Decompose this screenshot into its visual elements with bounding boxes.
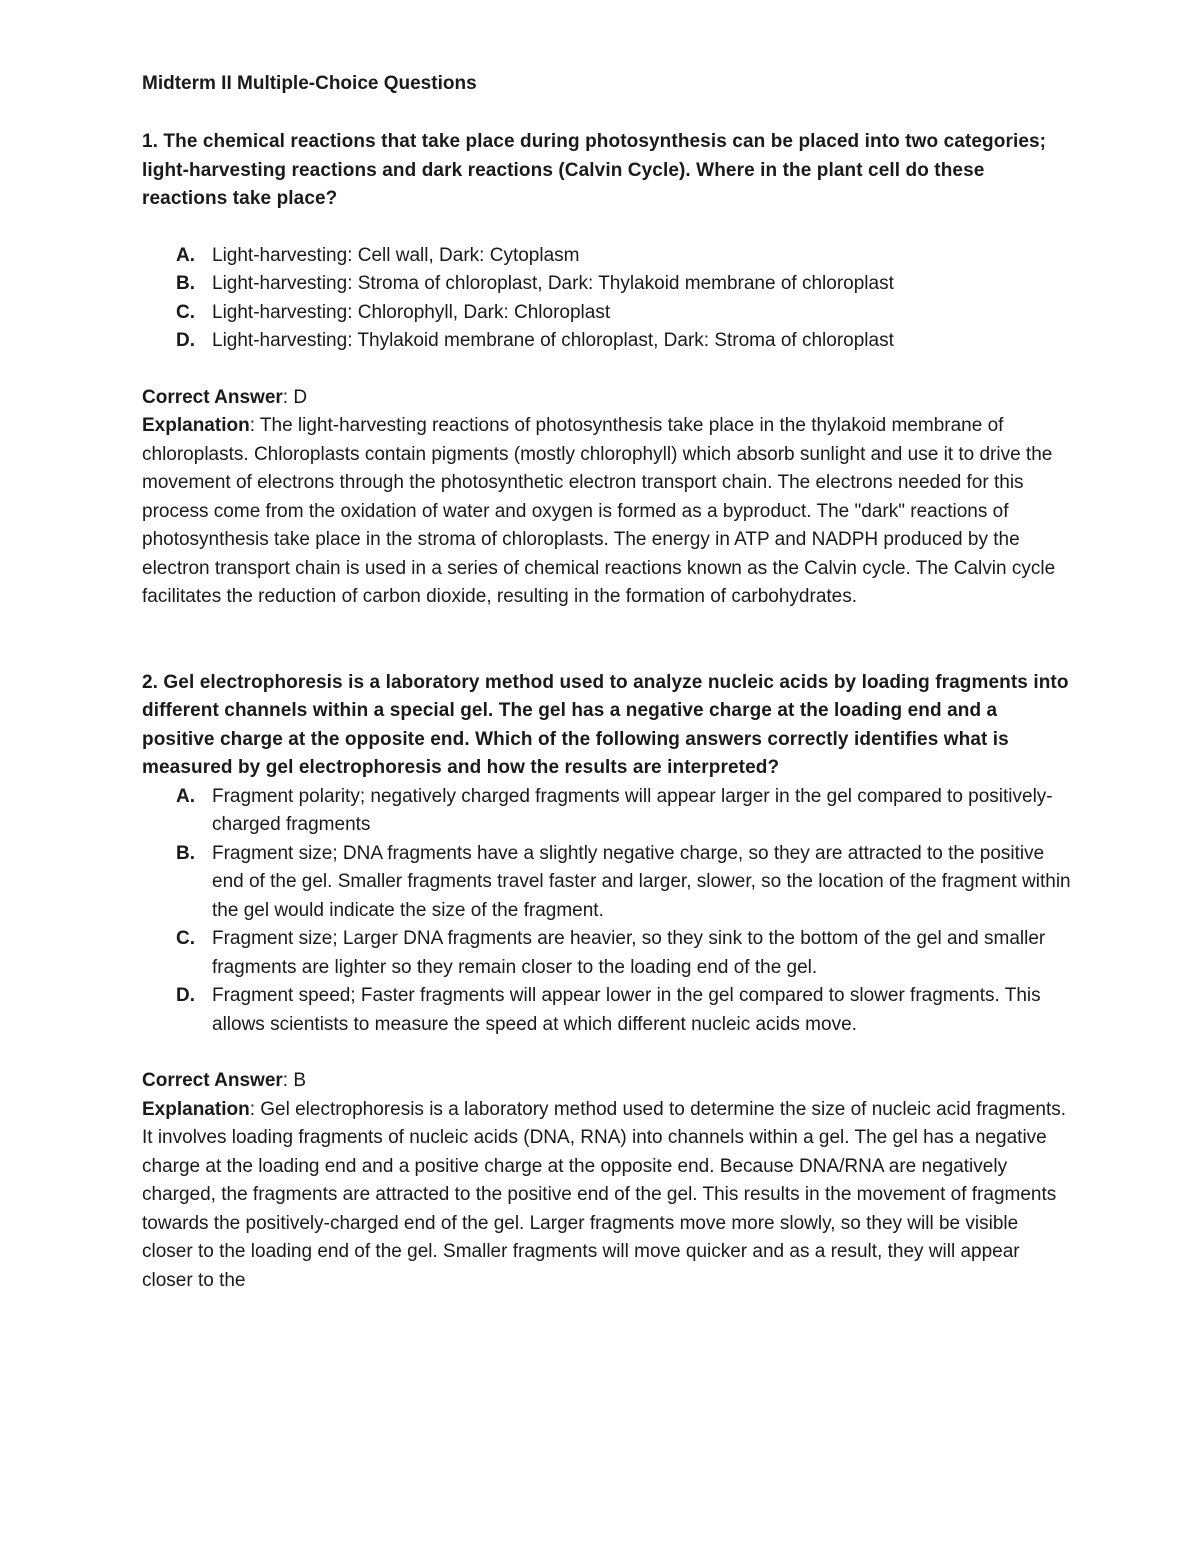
document-title: Midterm II Multiple-Choice Questions	[142, 73, 477, 94]
option-b	[142, 840, 1072, 926]
correct-answer-value: : B	[282, 1070, 307, 1091]
correct-answer-label: Correct Answer	[142, 1070, 283, 1091]
correct-answer-value: : D	[282, 386, 308, 408]
explanation-label: Explanation	[142, 1098, 250, 1120]
option-c	[142, 299, 1072, 328]
correct-answer-label: Correct Answer	[142, 386, 283, 408]
explanation-label: Explanation	[142, 415, 250, 436]
option-b	[142, 270, 1072, 299]
option-text: Fragment size; Larger DNA fragments are heavier, so they sink to the bottom of the gel and smaller fragments are lighter so they remain closer to the loading end of the gel.	[212, 928, 1046, 978]
option-letter: B.	[176, 842, 195, 864]
option-d	[142, 982, 1072, 1039]
correct-answer	[142, 1067, 1072, 1096]
option-d	[142, 327, 1072, 356]
option-text: Light-harvesting: Cell wall, Dark: Cytoplasm	[212, 244, 580, 266]
option-text: Light-harvesting: Stroma of chloroplast, Dark: Thylakoid membrane of chloroplast	[212, 273, 894, 294]
option-c	[142, 925, 1072, 982]
option-text: Light-harvesting: Thylakoid membrane of chloroplast, Dark: Stroma of chloroplast	[212, 330, 894, 351]
option-letter: D.	[176, 330, 195, 351]
explanation	[142, 412, 1072, 612]
question-block-2	[142, 669, 1072, 1296]
question-prompt: 1. The chemical reactions that take place during photosynthesis can be placed into two categories; light-harvesting reactions and dark reactions (Calvin Cycle). Where in the plant cell do these reactions take place?	[142, 131, 1047, 209]
correct-answer	[142, 384, 1072, 413]
answer-options	[142, 783, 1072, 1040]
option-a	[142, 242, 1072, 271]
option-a	[142, 783, 1072, 840]
option-text: Fragment speed; Faster fragments will appear lower in the gel compared to slower fragments. This allows scientists to measure the speed at which different nucleic acids move.	[212, 985, 1041, 1035]
option-text: Fragment size; DNA fragments have a slightly negative charge, so they are attracted to the positive end of the gel. Smaller fragments travel faster and larger, slower, so the location of the fragment within the gel would indicate the size of the fragment.	[212, 842, 1071, 921]
option-letter: C.	[176, 301, 195, 323]
explanation	[142, 1096, 1072, 1296]
question-block-1	[142, 128, 1072, 612]
explanation-text: : The light-harvesting reactions of photosynthesis take place in the thylakoid membrane of chloroplasts. Chloroplasts contain pigments (mostly chlorophyll) which absorb sunlight and use it to drive the movement of electrons through the photosynthetic electron transport chain. The electrons needed for this process come from the oxidation of water and oxygen is formed as a byproduct. The "dark" reactions of photosynthesis take place in the stroma of chloroplasts. The energy in ATP and NADPH produced by the electron transport chain is used in a series of chemical reactions known as the Calvin cycle. The Calvin cycle facilitates the reduction of carbon dioxide, resulting in the formation of carbohydrates.	[142, 415, 1056, 607]
option-letter: B.	[176, 273, 195, 294]
answer-options	[142, 242, 1072, 356]
option-text: Light-harvesting: Chlorophyll, Dark: Chloroplast	[212, 301, 611, 323]
question-prompt: 2. Gel electrophoresis is a laboratory method used to analyze nucleic acids by loading fragments into different channels within a special gel. The gel has a negative charge at the loading end and a positive charge at the opposite end. Which of the following answers correctly identifies what is measured by gel electrophoresis and how the results are interpreted?	[142, 671, 1069, 778]
option-letter: C.	[176, 928, 195, 949]
option-letter: A.	[176, 244, 195, 266]
explanation-text: : Gel electrophoresis is a laboratory method used to determine the size of nucleic acid fragments. It involves loading fragments of nucleic acids (DNA, RNA) into channels within a gel. The gel has a negative charge at the loading end and a positive charge at the opposite end. Because DNA/RNA are negatively charged, the fragments are attracted to the positive end of the gel. This results in the movement of fragments towards the positively-charged end of the gel. Larger fragments move more slowly, so they will be visible closer to the loading end of the gel. Smaller fragments will move quicker and as a result, they will appear closer to the	[142, 1098, 1067, 1291]
option-letter: A.	[176, 785, 195, 807]
option-text: Fragment polarity; negatively charged fragments will appear larger in the gel compared to positively-charged fragments	[212, 785, 1053, 835]
option-letter: D.	[176, 985, 195, 1006]
document-content	[142, 70, 1072, 1295]
